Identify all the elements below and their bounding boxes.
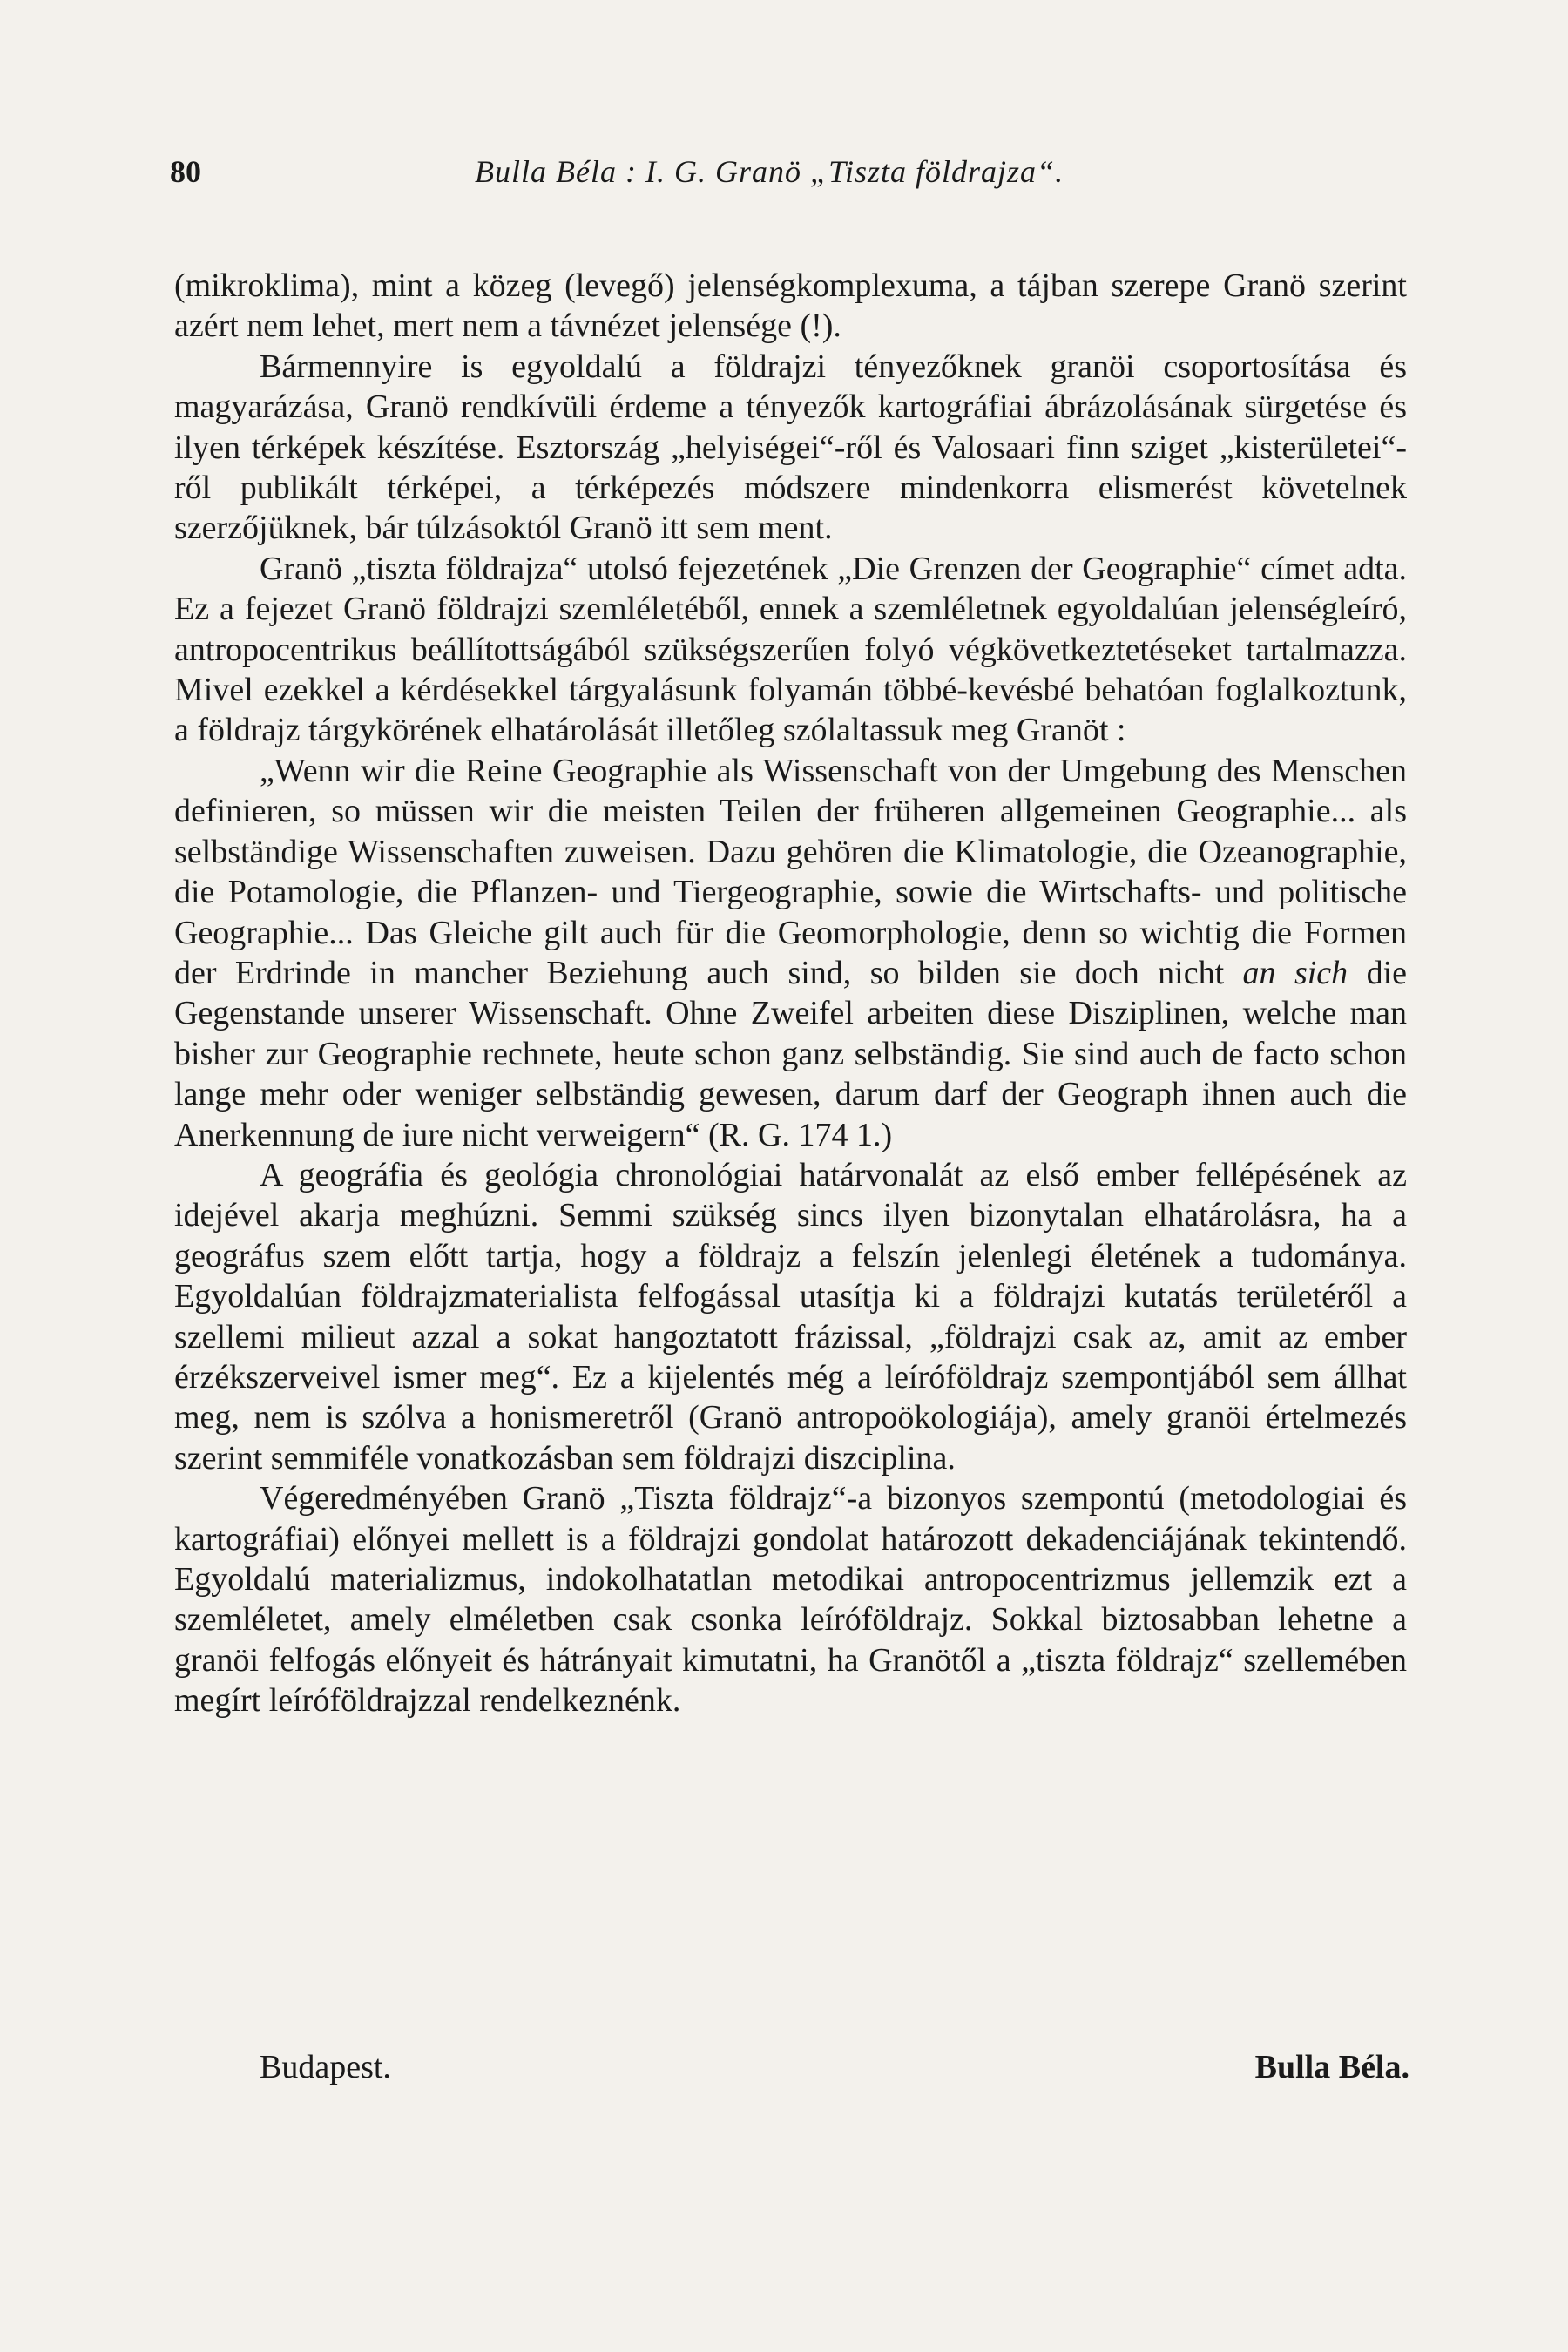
paragraph-3: Granö „tiszta földrajza“ utolsó fejezetének „Die Grenzen der Geographie“ címet adta. Ez a fejezet Granö földrajzi szemléletéből, ennek a szemléletnek egyoldalúan jelenségleíró, antropocentrikus beállítottságából szükségszerűen folyó végkövetkeztetéseket tartalmazza. Mivel ezekkel a kérdésekkel tárgyalásunk folyamán többé-kevésbé behatóan foglalkoztunk, a földrajz tárgykörének elhatárolását illetőleg szólaltassuk meg Granöt :	[174, 550, 1407, 749]
paragraph-6: Végeredményében Granö „Tiszta földrajz“-a bizonyos szempontú (metodologiai és kartográfiai) előnyei mellett is a földrajzi gondolat határozott dekadenciájának tekintendő. Egyoldalú materializmus, indokolhatatlan metodikai antropocentrizmus jellemzik ezt a szemléletet, amely elméletben csak csonka leíróföldrajz. Sokkal biztosabban lehetne a granöi felfogás előnyeit és hátrányait kimutatni, ha Granötől a „tiszta földrajz“ szellemében megírt leíróföldrajzzal rendelkeznénk.	[174, 1480, 1407, 1720]
page-number: 80	[170, 154, 201, 189]
paragraph-4-quote	[174, 751, 1407, 1155]
signature-author: Bulla Béla.	[1254, 2049, 1409, 2085]
quote-text-before: „Wenn wir die Reine Geographie als Wissenschaft von der Umgebung des Menschen definieren, so müssen wir die meisten Teilen der früheren allgemeinen Geographie... als selbständige Wissenschaften zuweisen. Dazu gehören die Klimatologie, die Ozeanographie, die Potamologie, die Pflanzen- und Tiergeographie, sowie die Wirtschafts- und politische Geographie... Das Gleiche gilt auch für die Geomorphologie, denn so wichtig die Formen der Erdrinde in mancher Beziehung auch sind, so bilden sie doch nicht	[174, 752, 1407, 991]
article-body	[174, 266, 1407, 1721]
quote-text-after: die Gegenstande unserer Wissenschaft. Ohne Zweifel arbeiten diese Disziplinen, welche man bisher zur Geographie rechnete, heute schon ganz selbständig. Sie sind auch de facto schon lange mehr oder weniger selbständig gewesen, darum darf der Geograph ihnen auch die Anerkennung de iure nicht verweigern“ (R. G. 174 1.)	[174, 954, 1407, 1153]
running-title: Bulla Béla : I. G. Granö „Tiszta földrajza“.	[475, 154, 1064, 189]
signature-place: Budapest.	[260, 2049, 391, 2085]
page-header	[170, 150, 1407, 193]
paragraph-5: A geográfia és geológia chronológiai határvonalát az első ember fellépésének az idejével akarja meghúzni. Semmi szükség sincs ilyen bizonytalan elhatárolásra, ha a geográfus szem előtt tartja, hogy a földrajz a felszín jelenlegi életének a tudománya. Egyoldalúan földrajzmaterialista felfogással utasítja ki a földrajzi kutatás területéről a szellemi milieut azzal a sokat hangoztatott frázissal, „földrajzi csak az, amit az ember érzékszerveivel ismer meg“. Ez a kijelentés még a leíróföldrajz szempontjából sem állhat meg, nem is szólva a honismeretről (Granö antropoökologiája), amely granöi értelmezés szerint semmiféle vonatkozásban sem földrajzi diszciplina.	[174, 1156, 1407, 1477]
signature-row	[260, 2045, 1409, 2089]
paragraph-2: Bármennyire is egyoldalú a földrajzi tényezőknek granöi csoportosítása és magyarázása, Granö rendkívüli érdeme a tényezők kartográfiai ábrázolásának sürgetése és ilyen térképek készítése. Esztország „helyiségei“-ről és Valosaari finn sziget „kisterületei“-ről publikált térképei, a térképezés módszere mindenkorra elismerést követelnek szerzőjüknek, bár túlzásoktól Granö itt sem ment.	[174, 348, 1407, 547]
quote-italic-phrase: an sich	[1242, 954, 1348, 991]
paragraph-1: (mikroklima), mint a közeg (levegő) jelenségkomplexuma, a tájban szerepe Granö szerint azért nem lehet, mert nem a távnézet jelensége (!).	[174, 267, 1407, 345]
